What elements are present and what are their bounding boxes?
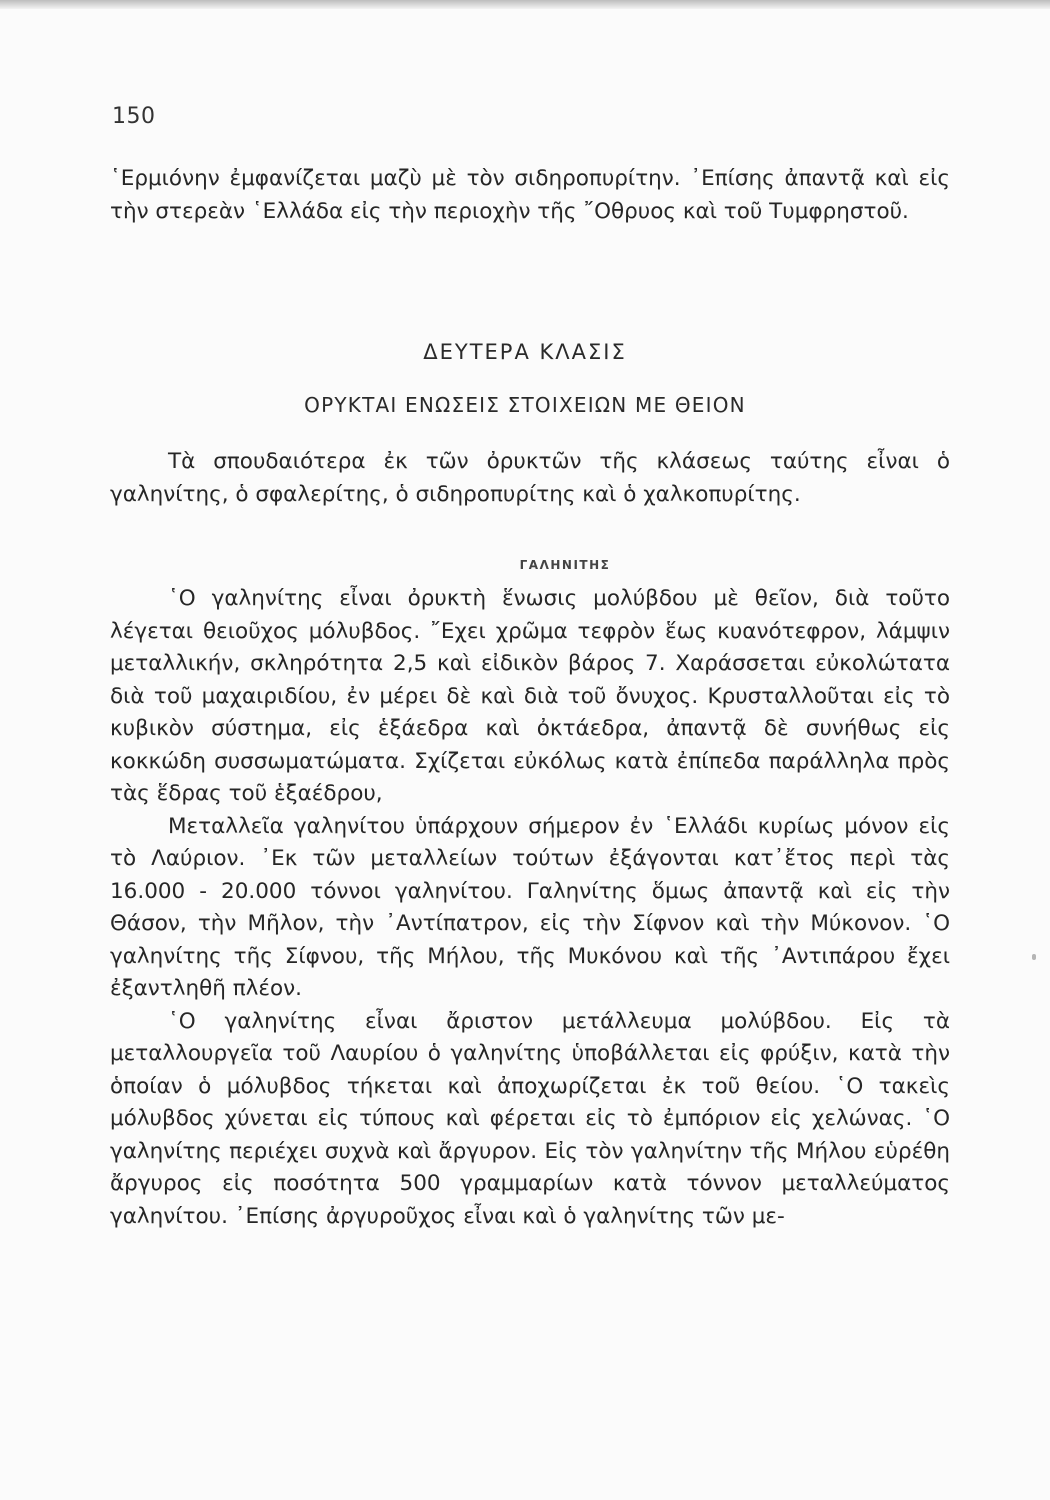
lead-paragraph: ῾Ερμιόνην ἐμφανίζεται μαζὺ μὲ τὸν σιδηροπυρίτην. ᾿Επίσης ἀπαντᾷ καὶ εἰς τὴν στερεὰν ῾Ελλάδα εἰς τὴν περιοχὴν τῆς ῎Οθρυος καὶ τοῦ Τυμφρηστοῦ. (110, 166, 950, 224)
intro-paragraph: Τὰ σπουδαιότερα ἐκ τῶν ὀρυκτῶν τῆς κλάσεως ταύτης εἶναι ὁ γαληνίτης, ὁ σφαλερίτης, ὁ σιδηροπυρίτης καὶ ὁ χαλκοπυρίτης. (110, 449, 950, 507)
section-heading: ΟΡΥΚΤΑΙ ΕΝΩΣΕΙΣ ΣΤΟΙΧΕΙΩΝ ΜΕ ΘΕΙΟΝ (304, 393, 746, 417)
body-paragraph: Μεταλλεῖα γαληνίτου ὑπάρχουν σήμερον ἐν ῾Ελλάδι κυρίως μόνον εἰς τὸ Λαύριον. ᾿Εκ τῶν μεταλλείων τούτων ἐξάγονται κατ᾿ἔτος περὶ τὰς 16.000 - 20.000 τόννοι γαληνίτου. Γαληνίτης ὅμως ἀπαντᾷ καὶ εἰς τὴν Θάσον, τὴν Μῆλον, τὴν ᾿Αντίπατρον, εἰς τὴν Σίφνον καὶ τὴν Μύκονον. ῾Ο γαληνίτης τῆς Σίφνου, τῆς Μήλου, τῆς Μυκόνου καὶ τῆς ᾿Αντιπάρου ἔχει ἐξαντληθῆ πλέον. (110, 813, 950, 1001)
body-text (110, 583, 950, 1233)
mineral-heading: ΓΑΛΗΝΙΤΗΣ (519, 558, 611, 572)
page-number: 150 (112, 104, 156, 129)
class-heading: ΔΕΥΤΕΡΑ ΚΛΑΣΙΣ (423, 340, 627, 364)
margin-speck (1032, 954, 1036, 960)
body-paragraph: ῾Ο γαληνίτης εἶναι ἄριστον μετάλλευμα μολύβδου. Εἰς τὰ μεταλλουργεῖα τοῦ Λαυρίου ὁ γαληνίτης ὑποβάλλεται εἰς φρύξιν, κατὰ τὴν ὁποίαν ὁ μόλυβδος τήκεται καὶ ἀποχωρίζεται ἐκ τοῦ θείου. ῾Ο τακεὶς μόλυβδος χύνεται εἰς τύπους καὶ φέρεται εἰς τὸ ἐμπόριον εἰς χελώνας. ῾Ο γαληνίτης περιέχει συχνὰ καὶ ἄργυρον. Εἰς τὸν γαληνίτην τῆς Μήλου εὑρέθη ἄργυρος εἰς ποσότητα 500 γραμμαρίων κατὰ τόννον μεταλλεύματος γαληνίτου. ᾿Επίσης ἀργυροῦχος εἶναι καὶ ὁ γαληνίτης τῶν με- (110, 1008, 950, 1229)
intro-block (110, 446, 950, 511)
page-top-edge (0, 0, 1050, 9)
body-paragraph: ῾Ο γαληνίτης εἶναι ὀρυκτὴ ἕνωσις μολύβδου μὲ θεῖον, διὰ τοῦτο λέγεται θειοῦχος μόλυβδος. ῎Εχει χρῶμα τεφρὸν ἕως κυανότεφρον, λάμψιν μεταλλικήν, σκληρότητα 2,5 καὶ εἰδικὸν βάρος 7. Χαράσσεται εὐκολώτατα διὰ τοῦ μαχαιριδίου, ἐν μέρει δὲ καὶ διὰ τοῦ ὄνυχος. Κρυσταλλοῦται εἰς τὸ κυβικὸν σύστημα, εἰς ἑξάεδρα καὶ ὀκτάεδρα, ἀπαντᾷ δὲ συνήθως εἰς κοκκώδη συσσωματώματα. Σχίζεται εὐκόλως κατὰ ἐπίπεδα παράλληλα πρὸς τὰς ἕδρας τοῦ ἑξαέδρου, (110, 586, 950, 806)
lead-paragraph-block (110, 163, 950, 228)
